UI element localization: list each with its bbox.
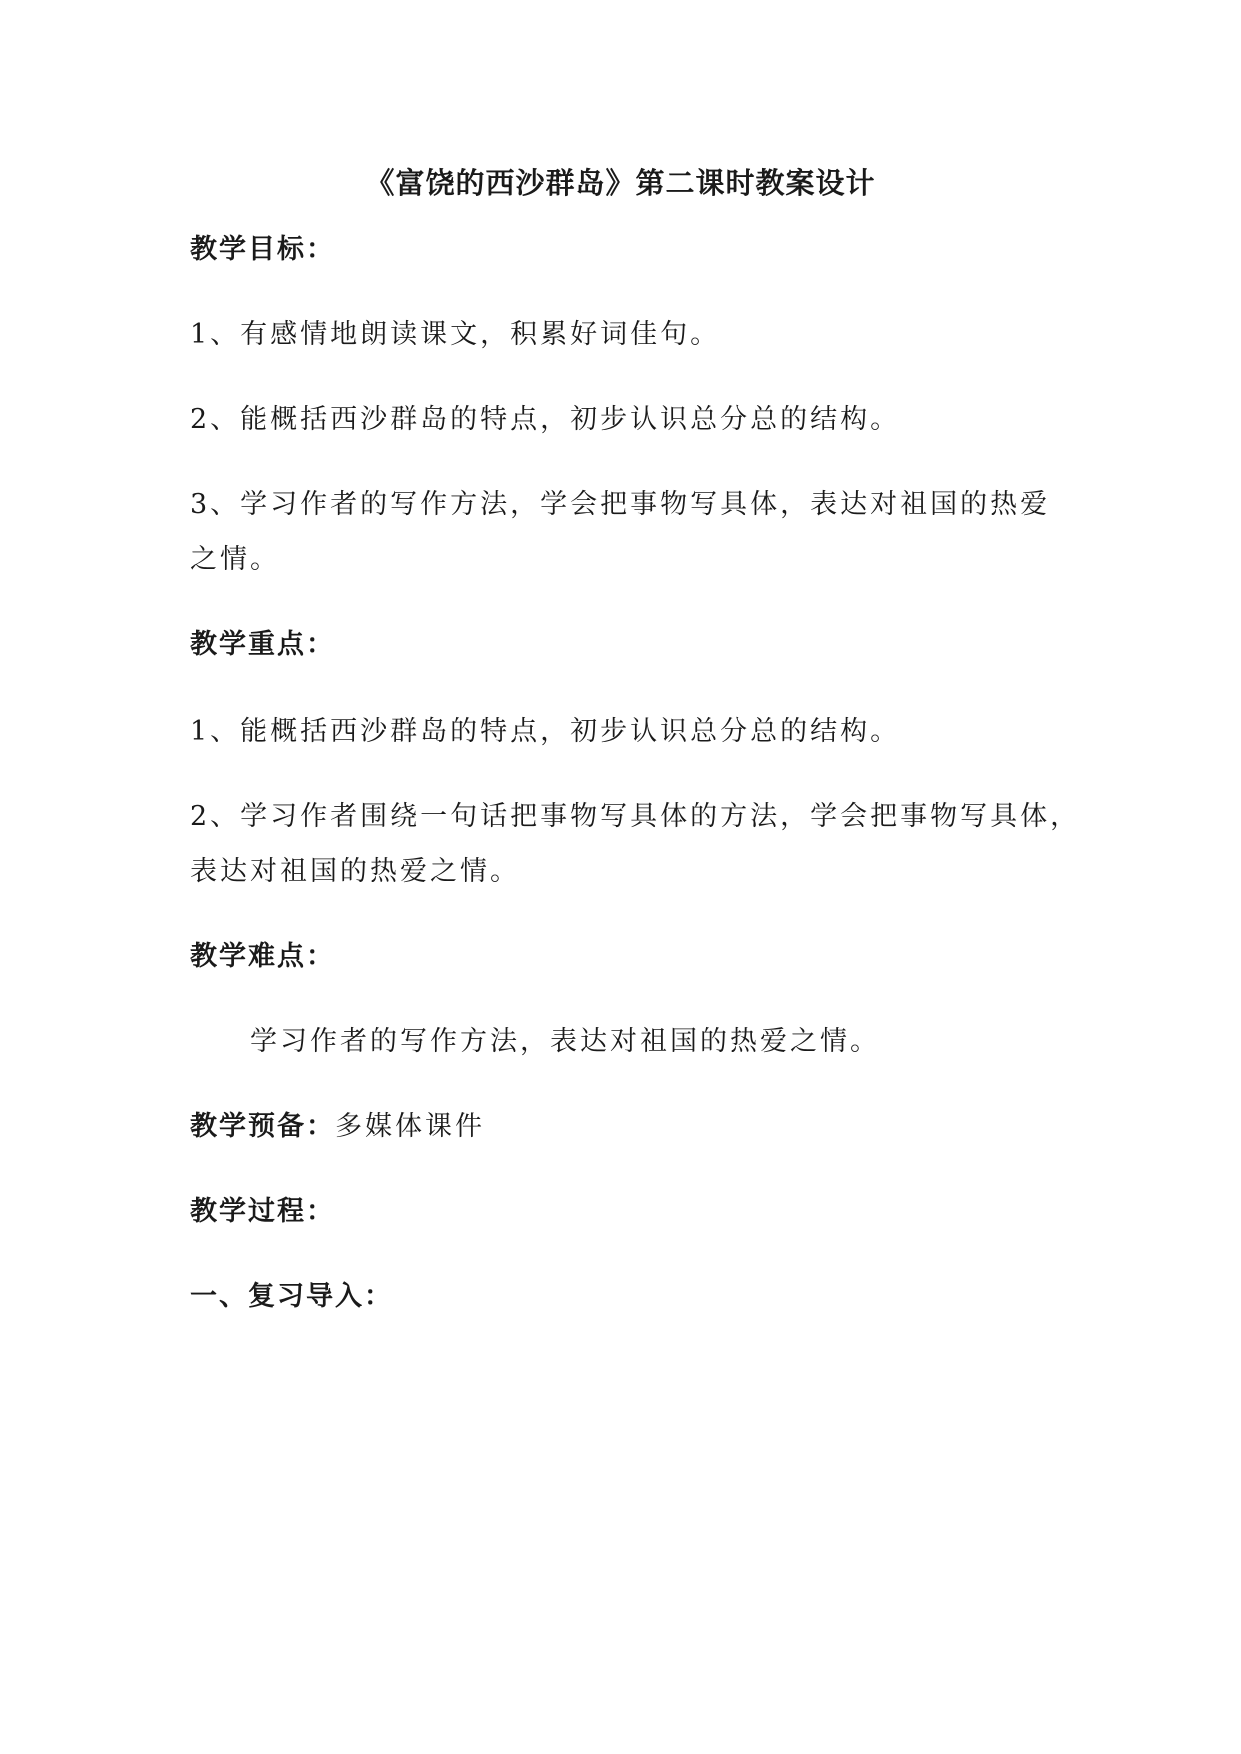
key-point-item-2: 2、学习作者围绕一句话把事物写具体的方法，学会把事物写具体，: [190, 801, 1081, 832]
difficulties-text: 学习作者的写作方法，表达对祖国的热爱之情。: [250, 1026, 880, 1057]
document-title: 《富饶的西沙群岛》第二课时教案设计: [365, 166, 876, 200]
preparation-line: [190, 1107, 485, 1147]
preparation-text: 多媒体课件: [335, 1111, 485, 1142]
key-point-item-1: 1、能概括西沙群岛的特点，初步认识总分总的结构。: [190, 716, 901, 747]
objective-item-1: 1、有感情地朗读课文，积累好词佳句。: [190, 319, 721, 350]
process-section-one: 一、复习导入：: [190, 1281, 393, 1312]
objective-item-2: 2、能概括西沙群岛的特点，初步认识总分总的结构。: [190, 404, 901, 435]
difficulties-heading: 教学难点：: [190, 941, 335, 972]
preparation-heading: 教学预备：: [190, 1111, 335, 1142]
objective-item-3: 3、学习作者的写作方法，学会把事物写具体，表达对祖国的热爱: [190, 489, 1051, 520]
key-points-heading: 教学重点：: [190, 629, 335, 660]
key-point-item-2-continued: 表达对祖国的热爱之情。: [190, 856, 520, 887]
objectives-heading: 教学目标：: [190, 234, 335, 265]
process-heading: 教学过程：: [190, 1196, 335, 1227]
objective-item-3-continued: 之情。: [190, 544, 280, 575]
